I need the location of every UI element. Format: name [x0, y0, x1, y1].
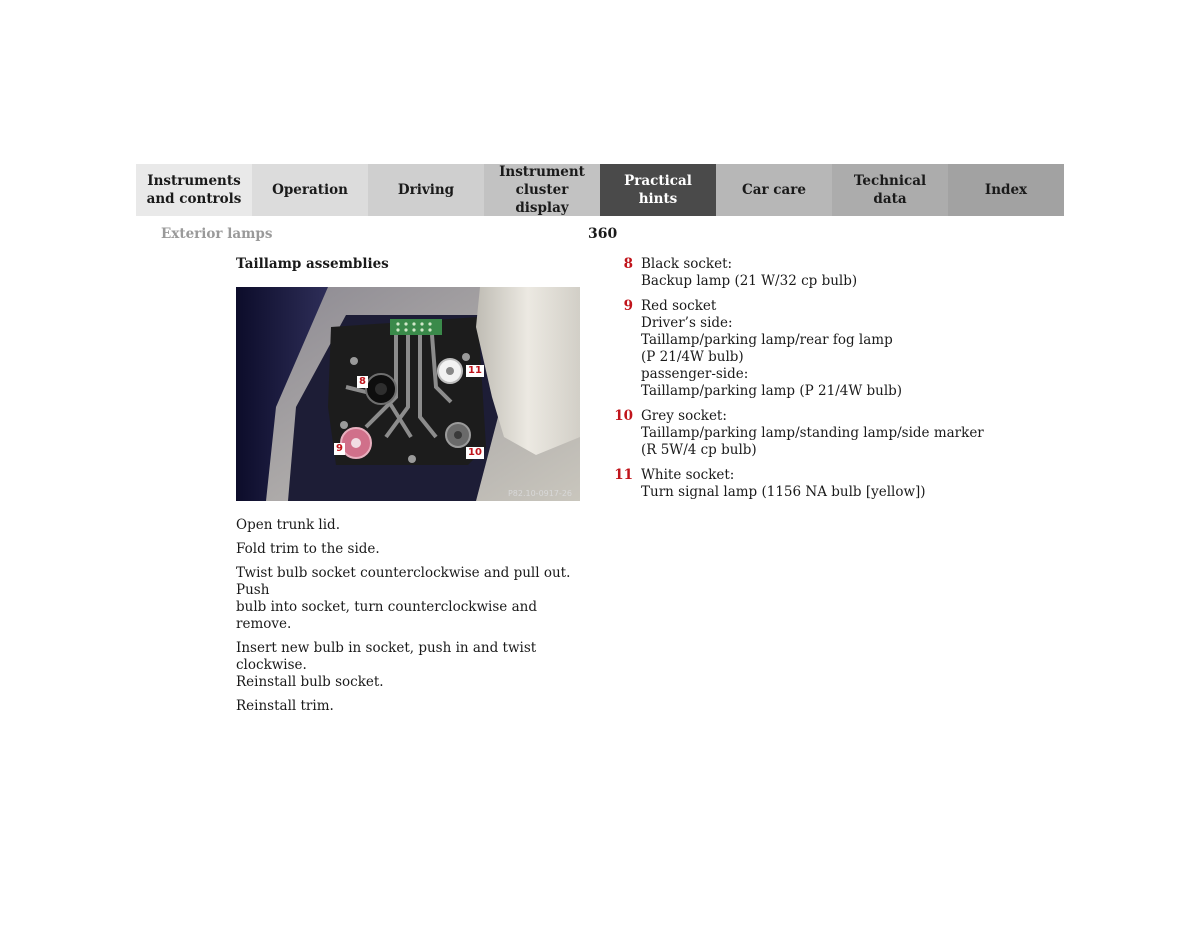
legend-item [608, 408, 988, 459]
callout-label: 9 [336, 443, 343, 454]
legend-text: Grey socket: Taillamp/parking lamp/standing lamp/side marker (R 5W/4 cp bulb) [641, 408, 984, 458]
legend-number: 9 [623, 298, 633, 314]
instruction-step: Open trunk lid. [236, 517, 340, 533]
instruction-step: Fold trim to the side. [236, 541, 380, 557]
callout-label: 8 [359, 376, 366, 387]
legend-text: Black socket: Backup lamp (21 W/32 cp bulb) [641, 256, 858, 289]
tab-driving[interactable]: Driving [368, 164, 484, 216]
section-navigation [136, 164, 1064, 216]
legend-number: 8 [623, 256, 633, 272]
callout-label: 11 [468, 365, 482, 376]
taillamp-illustration [236, 287, 580, 501]
instruction-step: Reinstall trim. [236, 698, 334, 714]
legend-text: White socket: Turn signal lamp (1156 NA bulb [yellow]) [641, 467, 926, 500]
tab-instrument-cluster-display[interactable]: Instrument cluster display [484, 164, 600, 216]
instruction-steps [236, 517, 586, 722]
tab-technical-data[interactable]: Technical data [832, 164, 948, 216]
legend-item [608, 298, 988, 400]
page-number: 360 [588, 226, 618, 242]
tab-instruments-and-controls[interactable]: Instruments and controls [136, 164, 252, 216]
legend-number: 11 [614, 467, 633, 483]
tab-operation[interactable]: Operation [252, 164, 368, 216]
tab-index[interactable]: Index [948, 164, 1064, 216]
instruction-step: Insert new bulb in socket, push in and twist clockwise. Reinstall bulb socket. [236, 640, 537, 690]
page-heading: Taillamp assemblies [236, 256, 389, 272]
taillamp-drawing [236, 287, 580, 501]
legend-item [608, 467, 988, 501]
tab-car-care[interactable]: Car care [716, 164, 832, 216]
legend-text: Red socket Driver’s side: Taillamp/parking lamp/rear fog lamp (P 21/4W bulb) passenger-side: Taillamp/parking lamp (P 21/4W bulb) [641, 298, 903, 399]
section-title: Exterior lamps [161, 226, 273, 242]
legend-item [608, 256, 988, 290]
figure-code: P82.10-0917-26 [507, 489, 572, 498]
socket-legend [608, 256, 988, 509]
legend-number: 10 [614, 408, 633, 424]
callout-label: 10 [468, 447, 482, 458]
instruction-step: Twist bulb socket counterclockwise and pull out. Push bulb into socket, turn counterclockwise and remove. [236, 565, 571, 632]
tab-practical-hints[interactable]: Practical hints [600, 164, 716, 216]
